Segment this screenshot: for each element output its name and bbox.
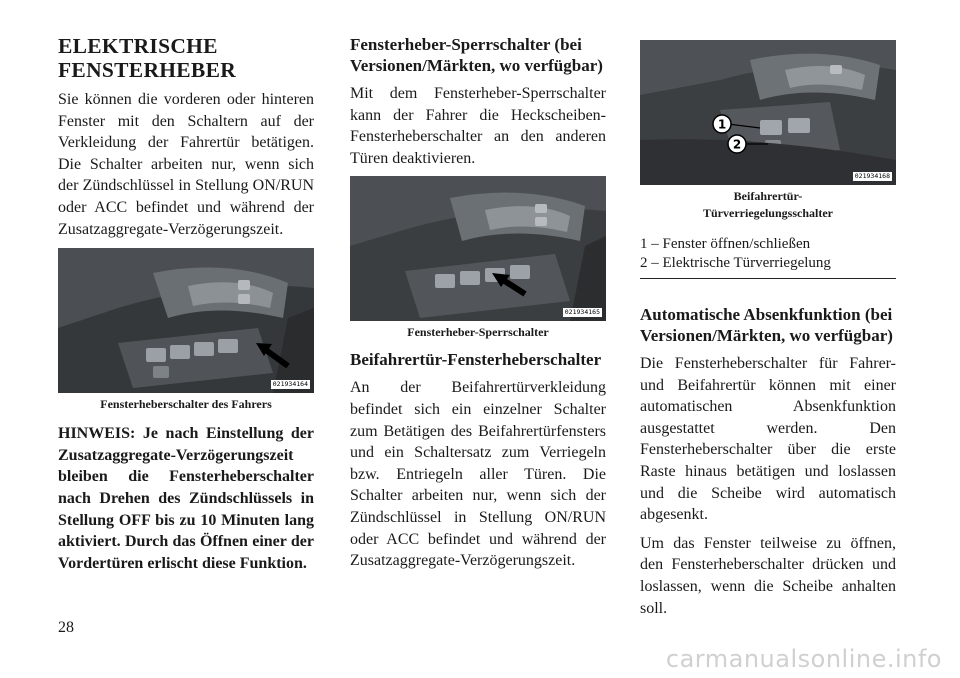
note-paragraph: HINWEIS: Je nach Einstellung der Zusatzaggregate-Verzögerungszeit bleiben die Fensterheberschalter nach Drehen des Zündschlüssels in Stellung OFF bis zu 10 Minuten lang aktiviert. Durch das Öffnen einer der Vordertüren erlischt diese Funktion. (58, 425, 314, 572)
lock-switch-photo (350, 176, 606, 321)
column-3 (640, 40, 896, 626)
figure-code: 021934164 (272, 380, 308, 389)
passenger-switch-heading: Beifahrertür-Fensterheberschalter (350, 350, 602, 370)
figure-caption: Beifahrertür-Türverriegelungsschalter (703, 189, 833, 220)
passenger-switch-photo (640, 40, 896, 185)
watermark: carmanualsonline.info (665, 645, 942, 673)
callout-1-label: 1 (717, 117, 727, 132)
column-2 (350, 34, 606, 579)
driver-door-panel-illustration (58, 248, 314, 393)
passenger-door-illustration (640, 40, 896, 185)
auto-down-paragraph-2: Um das Fenster teilweise zu öffnen, den Fensterheberschalter drücken und loslassen, wenn die Scheibe anhalten soll. (640, 534, 896, 617)
intro-paragraph: Sie können die vorderen oder hinteren Fenster mit den Schaltern auf der Verkleidung der Fahrertür betätigen. Die Schalter arbeiten nur, wenn sich der Zündschlüssel in Stellung ON/RUN oder ACC befindet und während der Zusatzaggregate-Verzögerungszeit. (58, 91, 314, 238)
legend-item-2: 2 – Elektrische Türverriegelung (640, 255, 831, 271)
callout-2-label: 2 (732, 137, 742, 152)
passenger-switch-paragraph: An der Beifahrertürverkleidung befindet sich ein einzelner Schalter zum Betätigen des Beifahrertürfensters und ein Schaltersatz zum Verriegeln bzw. Entriegeln aller Türen. Die Schalter arbeiten nur, wenn sich der Zündschlüssel in Stellung ON/RUN oder ACC befindet und während der Zusatzaggregate-Verzögerungszeit. (350, 379, 606, 570)
figure-caption: Fensterheber-Sperrschalter (407, 325, 549, 340)
column-1 (58, 34, 314, 574)
auto-down-heading: Automatische Absenkfunktion (bei Versionen/Märkten, wo verfügbar) (640, 305, 893, 345)
figure-caption: Fensterheberschalter des Fahrers (100, 397, 272, 412)
page-number: 28 (58, 619, 74, 636)
driver-switch-photo (58, 248, 314, 393)
legend-divider (640, 278, 896, 279)
legend-item-1: 1 – Fenster öffnen/schließen (640, 236, 811, 252)
figure-code: 021934165 (564, 308, 600, 317)
lock-switch-heading: Fensterheber-Sperrschalter (bei Versionen/Märkten, wo verfügbar) (350, 35, 603, 75)
section-title: ELEKTRISCHE FENSTERHEBER (58, 34, 237, 82)
lock-switch-illustration (350, 176, 606, 321)
figure-code: 021934168 (854, 172, 890, 180)
lock-switch-paragraph: Mit dem Fensterheber-Sperrschalter kann der Fahrer die Heckscheiben-Fensterheberschalter an den anderen Türen deaktivieren. (350, 85, 606, 167)
auto-down-paragraph-1: Die Fensterheberschalter für Fahrer- und Beifahrertür können mit einer automatischen Absenkfunktion ausgestattet werden. Den Fensterheberschalter über die erste Raste hinaus betätigen und loslassen und die Scheibe wird automatisch abgesenkt. (640, 355, 896, 524)
